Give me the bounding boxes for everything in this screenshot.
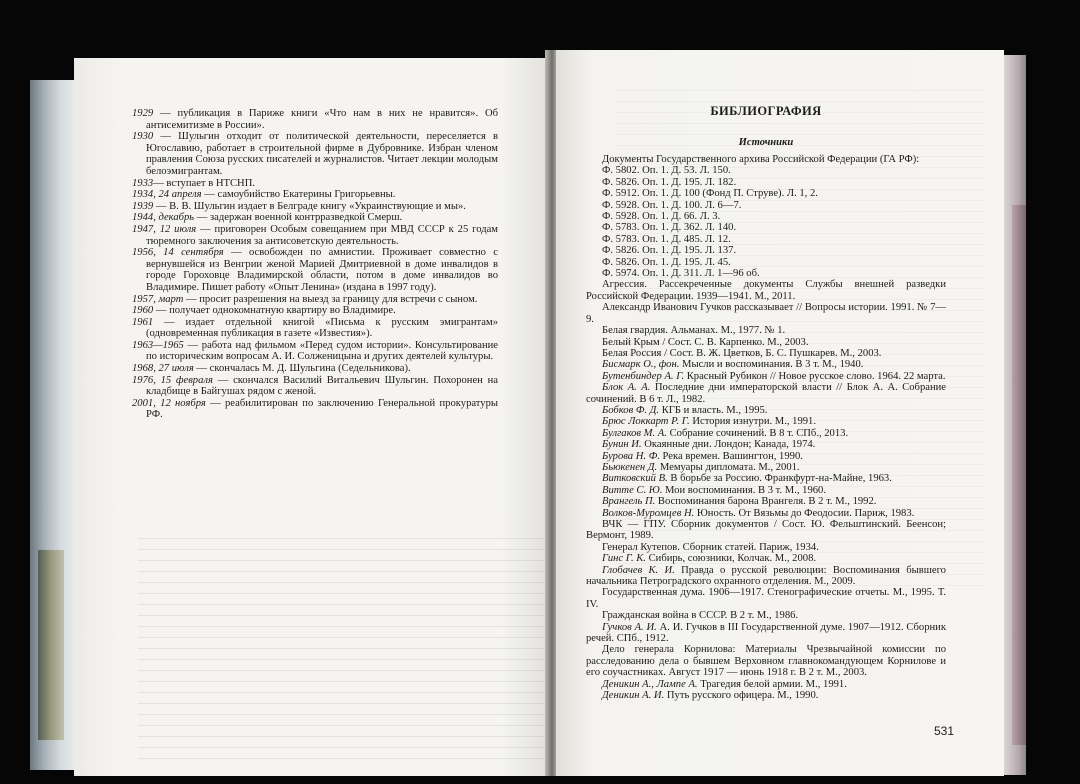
archive-entry: Ф. 5826. Оп. 1. Д. 195. Л. 137. [602,245,737,257]
chronology-entry [132,108,498,131]
entry-text: Белый Крым / Сост. С. В. Карпенко. М., 2003. [602,336,809,348]
entry-author: Деникин А. И. [602,690,665,702]
chronology-text: — вступает в НТСНП. [153,177,255,189]
entry-text: Сибирь, союзники, Колчак. М., 2008. [645,553,817,565]
chronology-entry [132,317,498,340]
entry-text: История изнутри. М., 1991. [689,416,817,428]
page-number: 531 [933,724,954,738]
chronology-text: — скончался Василий Витальевич Шульгин. Похоронен на кладбище в Байгушах рядом с женой. [146,374,498,398]
entry-text: Красный Рубикон // Новое русское слово. 1964. 22 марта. [684,370,946,382]
entry-text: Мои воспоминания. В 3 т. М., 1960. [662,484,826,496]
chronology-entry [132,398,498,421]
chronology-date: 1933 [132,177,154,189]
entry-text: Гражданская война в СССР. В 2 т. М., 1986. [602,610,799,622]
chronology-entry [132,305,498,317]
entry-text: Путь русского офицера. М., 1990. [664,690,819,702]
entry-author: Волков-Муромцев Н. [602,507,695,519]
chronology-text: — работа над фильмом «Перед судом истории». Консультирование по историческим вопросам А. И. Солженицына и других деятелей культуры. [146,339,498,363]
left-page [74,58,548,776]
entry-text: Воспоминания барона Врангеля. В 2 т. М., 1992. [655,496,877,508]
chronology-text: — приговорен Особым совещанием при МВД СССР к 25 годам тюремного заключения за антисоветскую деятельность. [146,223,498,247]
chronology-entry [132,201,498,213]
chronology-date: 1976, 15 февраля [132,374,213,386]
bibliography-entry [586,622,946,645]
entry-text: Агрессия. Рассекреченные документы Службы внешней разведки Российской Федерации. 1939—1941. М., 2011. [586,279,946,302]
archive-heading: Документы Государственного архива Российской Федерации (ГА РФ): [602,154,920,165]
archive-entry: Ф. 5928. Оп. 1. Д. 66. Л. 3. [602,211,721,223]
bibliography-heading: БИБЛИОГРАФИЯ [710,104,822,118]
entry-text: Генерал Кутепов. Сборник статей. Париж, 1934. [602,541,819,553]
entry-text: КГБ и власть. М., 1995. [659,404,768,416]
bleed-through-text [616,90,986,590]
entry-author: Бисмарк О., фон. [602,359,680,371]
archive-entry: Ф. 5783. Оп. 1. Д. 362. Л. 140. [602,222,737,234]
chronology-text: — самоубийство Екатерины Григорьевны. [201,189,396,201]
chronology-date: 1929 [132,108,154,119]
chronology-date: 2001, 12 ноября [132,397,206,409]
archive-entry: Ф. 5826. Оп. 1. Д. 195. Л. 182. [602,176,737,188]
bibliography-entry [586,610,946,621]
chronology-date: 1968, 27 июля [132,363,194,375]
bibliography-entry [586,690,946,701]
entry-author: Гучков А. И. [602,621,657,633]
entry-text: Государственная дума. 1906—1917. Стенографические отчеты. М., 1995. Т. IV. [586,587,946,610]
archive-entry: Ф. 5826. Оп. 1. Д. 195. Л. 45. [602,256,731,268]
chronology-entry [132,131,498,177]
chronology-date: 1961 [132,316,154,328]
entry-text: ВЧК — ГПУ. Сборник документов / Сост. Ю. Фельштинский. Беенсон; Вермонт, 1989. [586,519,946,542]
entry-author: Бунин И. [602,439,642,451]
chronology-text: — задержан военной контрразведкой Смерш. [194,212,403,224]
book-left-edge [30,80,80,770]
entry-text: Последние дни императорской власти // Блок А. А. Собрание сочинений. В 6 т. Л., 1982. [586,382,946,405]
entry-text: Мемуары дипломата. М., 2001. [657,461,800,473]
entry-author: Бобков Ф. Д. [602,404,660,416]
entry-author: Бьюкенен Д. [602,461,658,473]
sources-subheading: Источники [738,137,794,148]
entry-author: Витте С. Ю. [602,484,663,496]
chronology-list [132,108,498,421]
chronology-text: — реабилитирован по заключению Генеральной прокуратуры РФ. [146,397,498,421]
entry-text: Белая Россия / Сост. В. Ж. Цветков, Б. С. Пушкарев. М., 2003. [602,347,882,359]
chronology-entry [132,340,498,363]
chronology-text: — скончалась М. Д. Шульгина (Седельникова). [193,363,411,375]
chronology-date: 1963—1965 [132,339,184,351]
entry-text: Юность. От Вязьмы до Феодосии. Париж, 1983. [694,507,915,519]
archive-entry: Ф. 5783. Оп. 1. Д. 485. Л. 12. [602,233,731,245]
entry-author: Глобачев К. И. [602,564,675,576]
chronology-entry [132,247,498,293]
entry-author: Бутенбиндер А. Г. [602,370,685,382]
chronology-entry [132,294,498,306]
entry-author: Бурова Н. Ф. [602,450,660,462]
chronology-text: — публикация в Париже книги «Что нам в них не нравится». Об антисемитизме в России». [146,108,498,131]
entry-author: Брюс Локкарт Р. Г. [602,416,690,428]
entry-author: Витковский В. [602,473,668,485]
archive-entry: Ф. 5974. Оп. 1. Д. 311. Л. 1—96 об. [602,268,760,280]
bibliography-entry [586,679,946,690]
chronology-entry [132,178,498,190]
entry-author: Деникин А., Лампе А. [602,678,698,690]
entry-text: Белая гвардия. Альманах. М., 1977. № 1. [602,325,786,337]
bibliography-entry [586,587,946,610]
chronology-entry [132,212,498,224]
entry-text: В борьбе за Россию. Франкфурт-на-Майне, 1963. [667,473,892,485]
entry-author: Булгаков М. А. [602,427,667,439]
entry-text: Правда о русской революции: Воспоминания бывшего начальника Петроградского охранного отделения. М., 2009. [586,564,946,588]
chronology-date: 1934, 24 апреля [132,189,202,201]
entry-text: Мысли и воспоминания. В 3 т. М., 1940. [679,359,864,371]
entry-text: Окаянные дни. Лондон; Канада, 1974. [641,439,816,451]
chronology-text: — В. В. Шульгин издает в Белграде книгу «Украинствующие и мы». [153,200,466,212]
right-page [556,50,1004,776]
chronology-date: 1939 [132,200,154,212]
entry-author: Блок А. А. [602,382,651,394]
entry-text: Река времен. Вашингтон, 1990. [659,450,803,462]
chronology-entry [132,224,498,247]
entry-text: Александр Иванович Гучков рассказывает // Вопросы истории. 1991. № 7—9. [586,302,946,325]
chronology-text: — освобожден по амнистии. Проживает совместно с вернувшейся из Венгрии женой Марией Дмитриевной в доме инвалидов в городе Гороховце Владимирской области, потом в доме инвалидов во Владимире. Пишет работу «Опыт Ленина» (издана в 1997 году). [146,247,498,293]
entry-text: Собрание сочинений. В 8 т. СПб., 2013. [666,427,849,439]
chronology-date: 1930 [132,131,154,143]
chronology-date: 1956, 14 сентября [132,247,224,259]
chronology-date: 1960 [132,305,154,317]
chronology-entry [132,363,498,375]
bleed-through-text [138,538,548,768]
entry-text: Дело генерала Корнилова: Материалы Чрезвычайной комиссии по расследованию дела о бывшем Верховном главнокомандующем Корнилове и его соучастниках. Август 1917 — июнь 1918 г. В 2 т. М., 2003. [586,644,946,679]
chronology-text: — Шульгин отходит от политической деятельности, переселяется в Югославию, работает в строительной фирме в Дубровнике. Избран членом правления Союза русских писателей и журналистов. Читает лекции молодым белоэмигрантам. [146,131,498,177]
bibliography-entry [586,644,946,678]
chronology-text: — просит разрешения на выезд за границу для встречи с сыном. [183,293,478,305]
chronology-entry [132,189,498,201]
archive-entry: Ф. 5928. Оп. 1. Д. 100. Л. 6—7. [602,199,742,211]
chronology-text: — издает отдельной книгой «Письма к русским эмигрантам» (одновременная публикация в газете «Известия»). [146,316,498,340]
chronology-date: 1944, декабрь [132,212,195,224]
entry-text: Трагедия белой армии. М., 1991. [697,678,847,690]
archive-entry: Ф. 5802. Оп. 1. Д. 53. Л. 150. [602,165,731,177]
entry-author: Гинс Г. К. [602,553,646,565]
chronology-date: 1957, март [132,293,184,305]
chronology-date: 1947, 12 июля [132,223,197,235]
chronology-text: — получает однокомнатную квартиру во Владимире. [153,305,396,317]
entry-author: Врангель П. [602,496,656,508]
archive-entry: Ф. 5912. Оп. 1. Д. 100 (Фонд П. Струве). Л. 1, 2. [602,188,818,200]
entry-text: А. И. Гучков в III Государственной думе. 1907—1912. Сборник речей. СПб., 1912. [586,621,946,645]
chronology-entry [132,375,498,398]
